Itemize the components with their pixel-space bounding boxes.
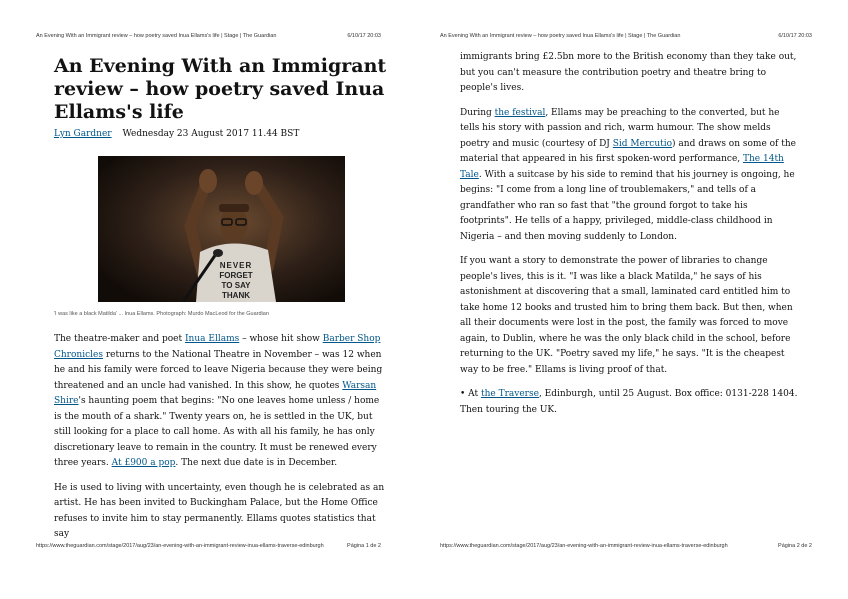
inline-link[interactable]: the festival: [494, 107, 546, 118]
page-2: [424, 0, 848, 599]
inline-link[interactable]: Barber Shop Chronicles: [54, 334, 381, 360]
inline-link[interactable]: Sid Mercutio: [612, 138, 673, 149]
publish-date: Wednesday 23 August 2017 11.44 BST: [122, 129, 300, 139]
paragraph: The theatre-maker and poet Inua Ellams – whose hit show Barber Shop Chronicles returns to the National Theatre in November – was 12 when he and his family were forced to leave Nigeria because they were being threatened and an uncle had vanished. In this show, he quotes Warsan Shire's haunting poem that begins: "No one leaves home unless / home is the mouth of a shark." Twenty years on, he is settled in the UK, but still looking for a place to call home. As with all his family, he has only discretionary leave to remain in the country. It must be renewed every three years. At £900 a pop. The next due date is in December.: [54, 334, 383, 468]
article-body-page-1: [54, 332, 386, 552]
performer-photo: [98, 156, 345, 302]
article-photo: [98, 156, 345, 302]
article-body-page-2: [460, 50, 800, 427]
paragraph: During the festival, Ellams may be preaching to the converted, but he tells his story with passion and rich, warm humour. The show melds poetry and music (courtesy of DJ Sid Mercutio) and draws on some of the material that appeared in his first spoken-word performance, The 14th Tale. With a suitcase by his side to remind that his journey is ongoing, he begins: "I come from a long line of troublemakers," and tells of a grandfather who ran so fast that "the ground forgot to take his footprints". He tells of a happy, privileged, middle-class childhood in Nigeria – and then moving suddenly to London.: [460, 107, 796, 242]
author-link[interactable]: Lyn Gardner: [54, 129, 112, 139]
paragraph: He is used to living with uncertainty, even though he is celebrated as an artist. He has been invited to Buckingham Palace, but the Home Office refuses to invite him to stay permanently. Ellams quotes statistics that say: [54, 482, 385, 539]
inline-link[interactable]: Warsan Shire: [54, 380, 377, 406]
footer-url: https://www.theguardian.com/stage/2017/aug/23/an-evening-with-an-immigrant-review-inua-ellams-traverse-edinburgh: [36, 543, 324, 549]
inline-link[interactable]: At £900 a pop: [111, 458, 176, 468]
paragraph: • At the Traverse, Edinburgh, until 25 August. Box office: 0131-228 1404. Then touring the UK.: [460, 389, 798, 415]
footer-url: https://www.theguardian.com/stage/2017/aug/23/an-evening-with-an-immigrant-review-inua-ellams-traverse-edinburgh: [440, 543, 728, 549]
header-title: An Evening With an Immigrant review – how poetry saved Inua Ellams's life | Stage | The Guardian: [36, 33, 277, 39]
paragraph: If you want a story to demonstrate the power of libraries to change people's lives, this is it. "I was like a black Matilda," he says of his astonishment at discovering that a small, laminated card entitled him to take home 12 books and trusted him to bring them back. But then, when all their documents were lost in the post, the family was forced to move again, to Dublin, where he was the only black child in the school, before returning to the UK. "Poetry saved my life," he says. "It is the cheapest way to be free." Ellams is living proof of that.: [460, 256, 793, 375]
photo-caption: 'I was like a black Matilda' ... Inua Ellams. Photograph: Murdo MacLeod for the Guardian: [54, 311, 269, 317]
page-number: Página 2 de 2: [778, 543, 812, 549]
article-title: An Evening With an Immigrant review – how poetry saved Inua Ellams's life: [54, 55, 387, 123]
header-date: 6/10/17 20:03: [347, 33, 381, 39]
header-date: 6/10/17 20:03: [778, 33, 812, 39]
header-title: An Evening With an Immigrant review – how poetry saved Inua Ellams's life | Stage | The Guardian: [440, 33, 681, 39]
shirt-print-text: NEVER: [219, 261, 253, 270]
byline: [54, 129, 299, 139]
shirt-print-text: FORGET: [219, 271, 253, 280]
page-number: Página 1 de 2: [347, 543, 381, 549]
inline-link[interactable]: the Traverse: [481, 389, 539, 399]
paragraph: immigrants bring £2.5bn more to the British economy than they take out, but you can't measure the contribution poetry and theatre bring to people's lives.: [460, 52, 797, 93]
shirt-print-text: THANK: [222, 291, 250, 300]
inline-link[interactable]: The 14th Tale: [460, 154, 784, 180]
shirt-print-text: TO SAY: [221, 281, 251, 290]
inline-link[interactable]: Inua Ellams: [185, 334, 240, 344]
